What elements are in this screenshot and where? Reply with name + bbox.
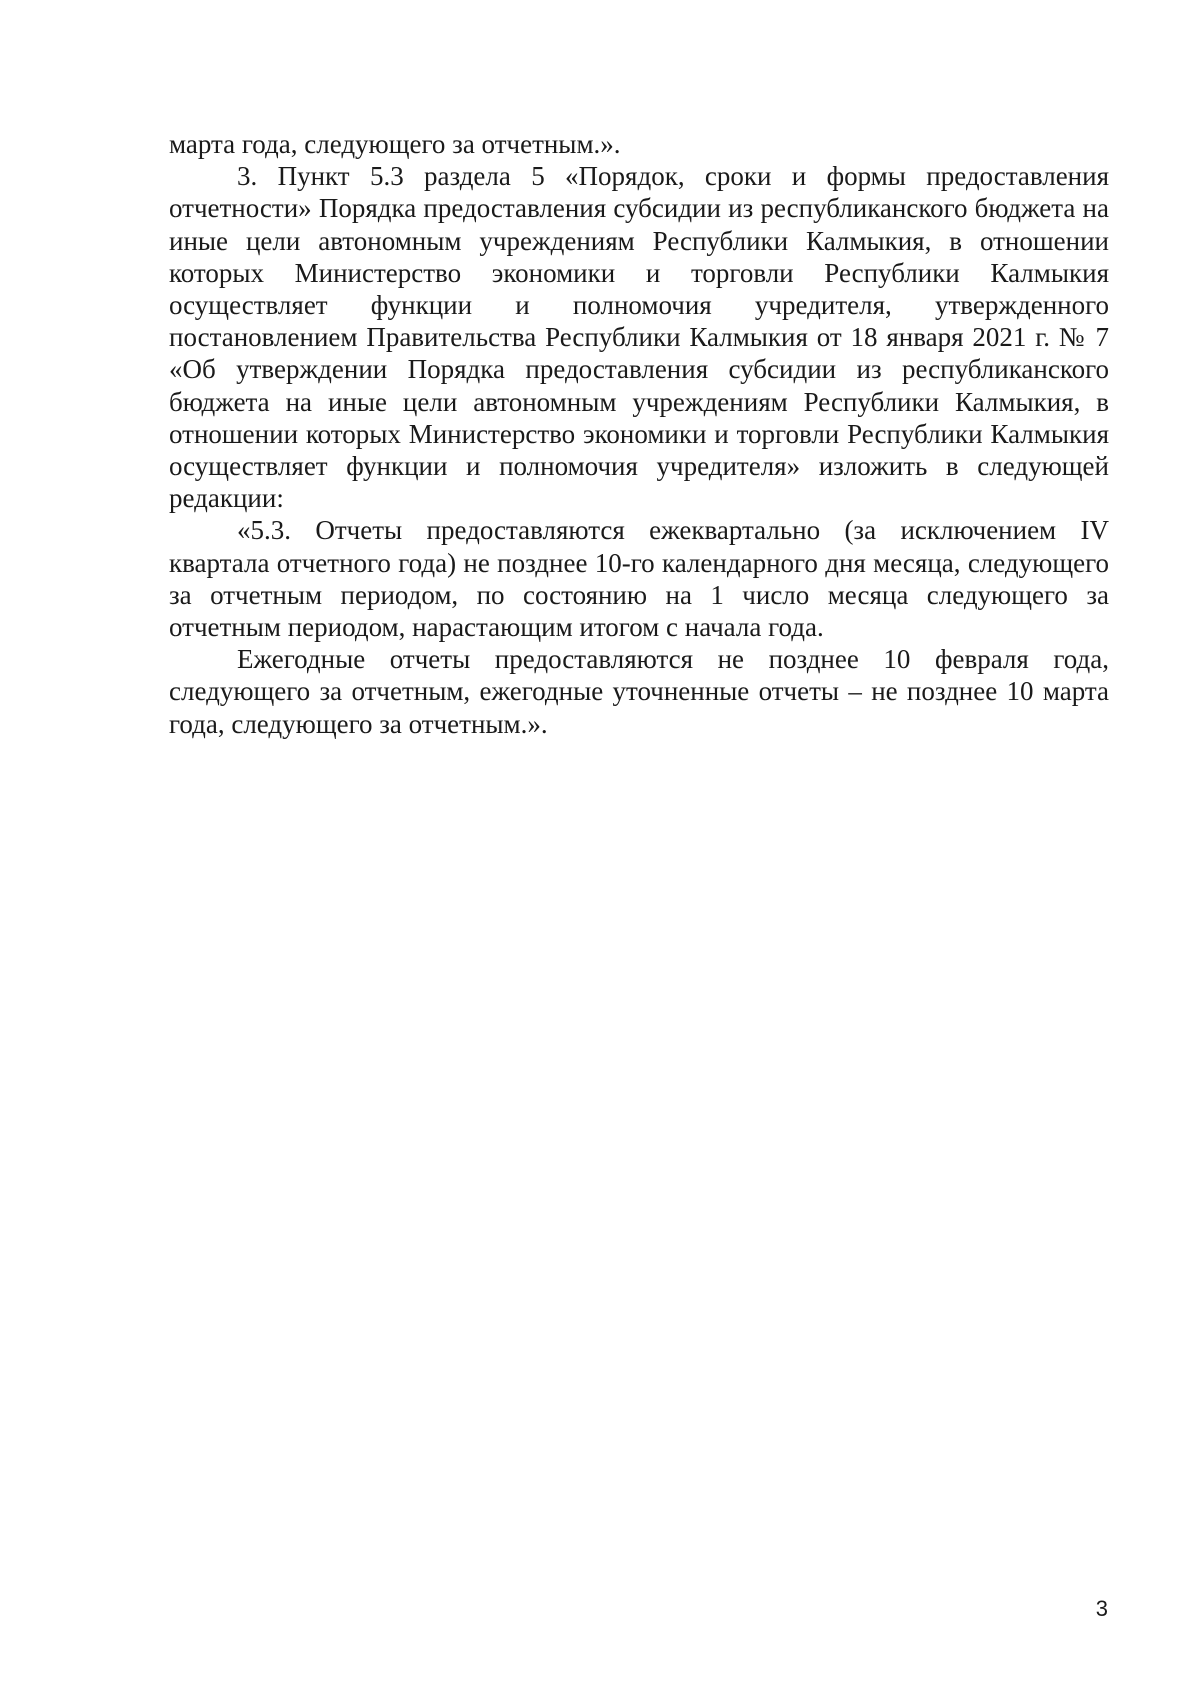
- paragraph-annual-reports: Ежегодные отчеты предоставляются не позднее 10 февраля года, следующего за отчетным, ежегодные уточненные отчеты – не позднее 10 марта года, следующего за отчетным.».: [169, 644, 1109, 739]
- paragraph-quoted-5-3: «5.3. Отчеты предоставляются ежеквартально (за исключением IV квартала отчетного года) не позднее 10-го календарного дня месяца, следующего за отчетным периодом, по состоянию на 1 число месяца следующего за отчетным периодом, нарастающим итогом с начала года.: [169, 515, 1109, 643]
- document-body: [169, 128, 1109, 740]
- page-number: 3: [1095, 1596, 1108, 1621]
- paragraph-continuation: марта года, следующего за отчетным.».: [169, 129, 621, 159]
- paragraph-item-3: 3. Пункт 5.3 раздела 5 «Порядок, сроки и формы предоставления отчетности» Порядка предоставления субсидии из республиканского бюджета на иные цели автономным учреждениям Республики Калмыкия, в отношении которых Министерство экономики и торговли Республики Калмыкия осуществляет функции и полномочия учредителя, утвержденного постановлением Правительства Республики Калмыкия от 18 января 2021 г. № 7 «Об утверждении Порядка предоставления субсидии из республиканского бюджета на иные цели автономным учреждениям Республики Калмыкия, в отношении которых Министерство экономики и торговли Республики Калмыкия осуществляет функции и полномочия учредителя» изложить в следующей редакции:: [169, 161, 1109, 514]
